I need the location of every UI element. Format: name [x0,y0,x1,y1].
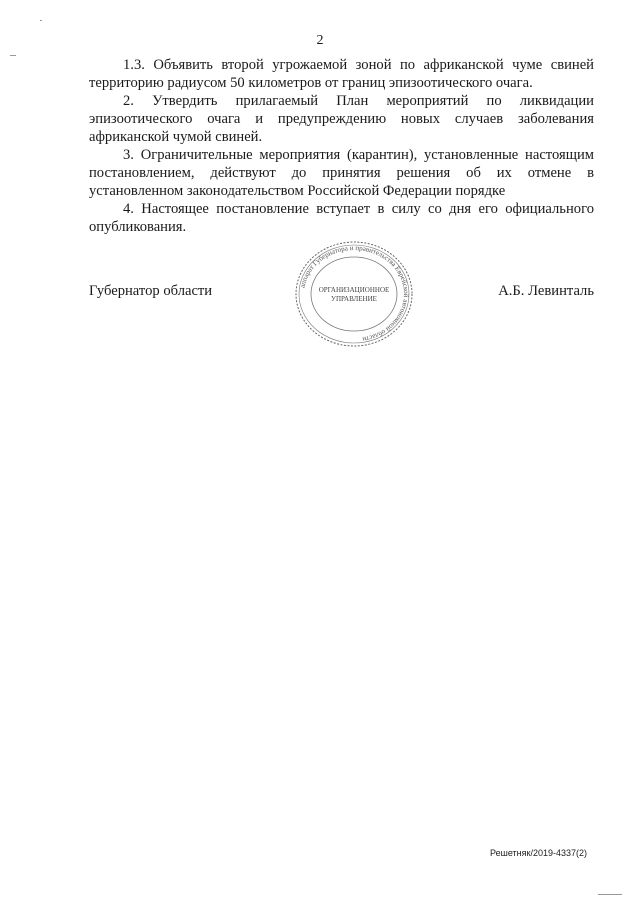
document-body [89,56,594,236]
document-reference: Решетняк/2019-4337(2) [490,848,587,858]
signatory-title: Губернатор области [89,283,213,299]
paragraph-3: 3. Ограничительные мероприятия (карантин), установленные настоящим постановлением, действуют до принятия решения об их отмене в установленном законодательством Российской Федерации порядке [89,147,594,199]
page-number: 2 [316,33,324,48]
official-seal [292,238,416,350]
seal-inner-line-2: УПРАВЛЕНИЕ [331,295,377,303]
seal-inner-line-1: ОРГАНИЗАЦИОННОЕ [318,286,390,294]
scan-speck [10,55,16,56]
scan-speck [598,894,622,895]
signatory-name: А.Б. Левинталь [498,283,594,299]
paragraph-2: 2. Утвердить прилагаемый План мероприятий по ликвидации эпизоотического очага и предупреждению новых случаев заболевания африканской чумой свиней. [89,93,594,145]
seal-outer-text: аппарат Губернатора и правительства Еврейской автономной области [298,243,411,344]
paragraph-1-3: 1.3. Объявить второй угрожаемой зоной по африканской чуме свиней территорию радиусом 50 километров от границ эпизоотического очага. [89,57,594,91]
paragraph-4: 4. Настоящее постановление вступает в силу со дня его официального опубликования. [89,201,594,235]
scan-speck [40,20,42,21]
seal-graphic [292,238,416,350]
